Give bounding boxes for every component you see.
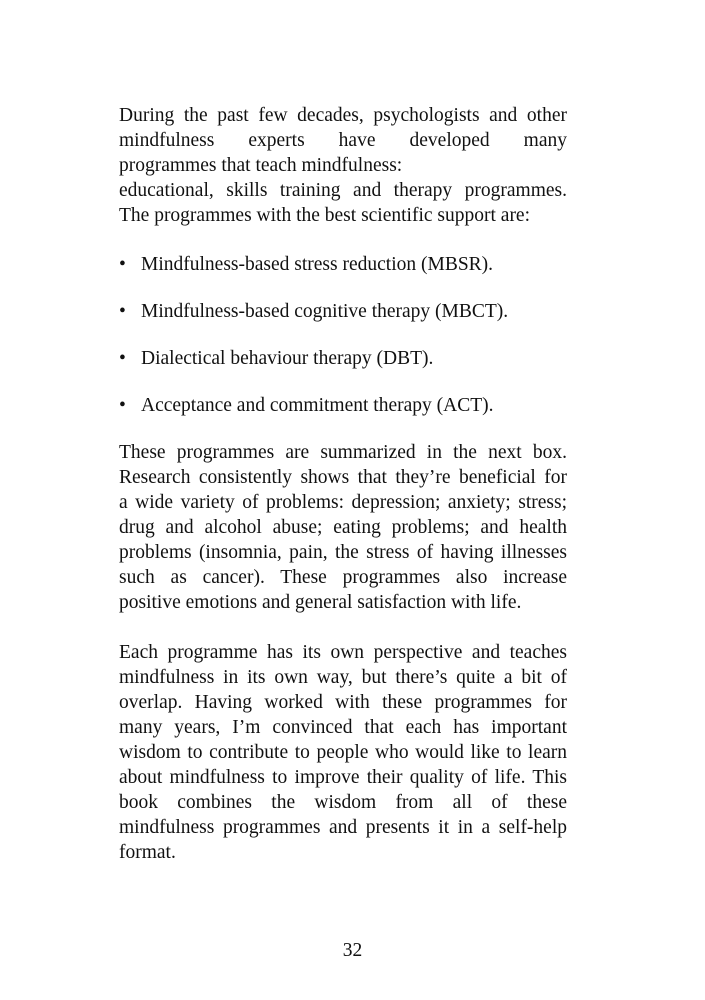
paragraph-line: problems (insomnia, pain, the stress of having illnesses <box>119 542 567 563</box>
paragraph-line: Research consistently shows that they’re beneficial for <box>119 467 567 488</box>
paragraph-line: mindfulness programmes and presents it in a self-help <box>119 817 567 838</box>
bullet-icon: • <box>119 395 126 416</box>
programme-list <box>119 252 567 418</box>
paragraph-line: format. <box>119 842 176 863</box>
paragraph-line: mindfulness experts have developed many <box>119 130 567 151</box>
paragraph-line: During the past few decades, psychologists and other <box>119 105 567 126</box>
benefits-paragraph <box>119 440 567 615</box>
paragraph-line: a wide variety of problems: depression; anxiety; stress; <box>119 492 567 513</box>
paragraph-line: Each programme has its own perspective and teaches <box>119 642 567 663</box>
list-item <box>119 299 567 324</box>
paragraph-line: positive emotions and general satisfaction with life. <box>119 592 522 613</box>
bullet-icon: • <box>119 301 126 322</box>
paragraph-line: These programmes are summarized in the next box. <box>119 442 567 463</box>
list-item <box>119 252 567 277</box>
list-item-text: Mindfulness-based stress reduction (MBSR). <box>141 254 494 275</box>
paragraph-line: programmes that teach mindfulness: <box>119 155 403 176</box>
bullet-icon: • <box>119 348 126 369</box>
paragraph-line: educational, skills training and therapy programmes. <box>119 180 567 201</box>
bullet-icon: • <box>119 254 126 275</box>
paragraph-line: The programmes with the best scientific support are: <box>119 205 531 226</box>
page-body <box>119 103 567 865</box>
paragraph-line: drug and alcohol abuse; eating problems; and health <box>119 517 567 538</box>
paragraph-line: about mindfulness to improve their quality of life. This <box>119 767 567 788</box>
list-item <box>119 393 567 418</box>
paragraph-line: mindfulness in its own way, but there’s quite a bit of <box>119 667 567 688</box>
paragraph-line: wisdom to contribute to people who would like to learn <box>119 742 567 763</box>
paragraph-line: book combines the wisdom from all of these <box>119 792 567 813</box>
list-item-text: Acceptance and commitment therapy (ACT). <box>141 395 494 416</box>
list-item-text: Dialectical behaviour therapy (DBT). <box>141 348 434 369</box>
perspective-paragraph <box>119 640 567 865</box>
paragraph-line: such as cancer). These programmes also increase <box>119 567 567 588</box>
list-item-text: Mindfulness-based cognitive therapy (MBCT). <box>141 301 509 322</box>
page-number: 32 <box>342 940 363 961</box>
paragraph-line: overlap. Having worked with these programmes for <box>119 692 567 713</box>
paragraph-line: many years, I’m convinced that each has important <box>119 717 567 738</box>
intro-paragraph <box>119 103 567 228</box>
list-item <box>119 346 567 371</box>
